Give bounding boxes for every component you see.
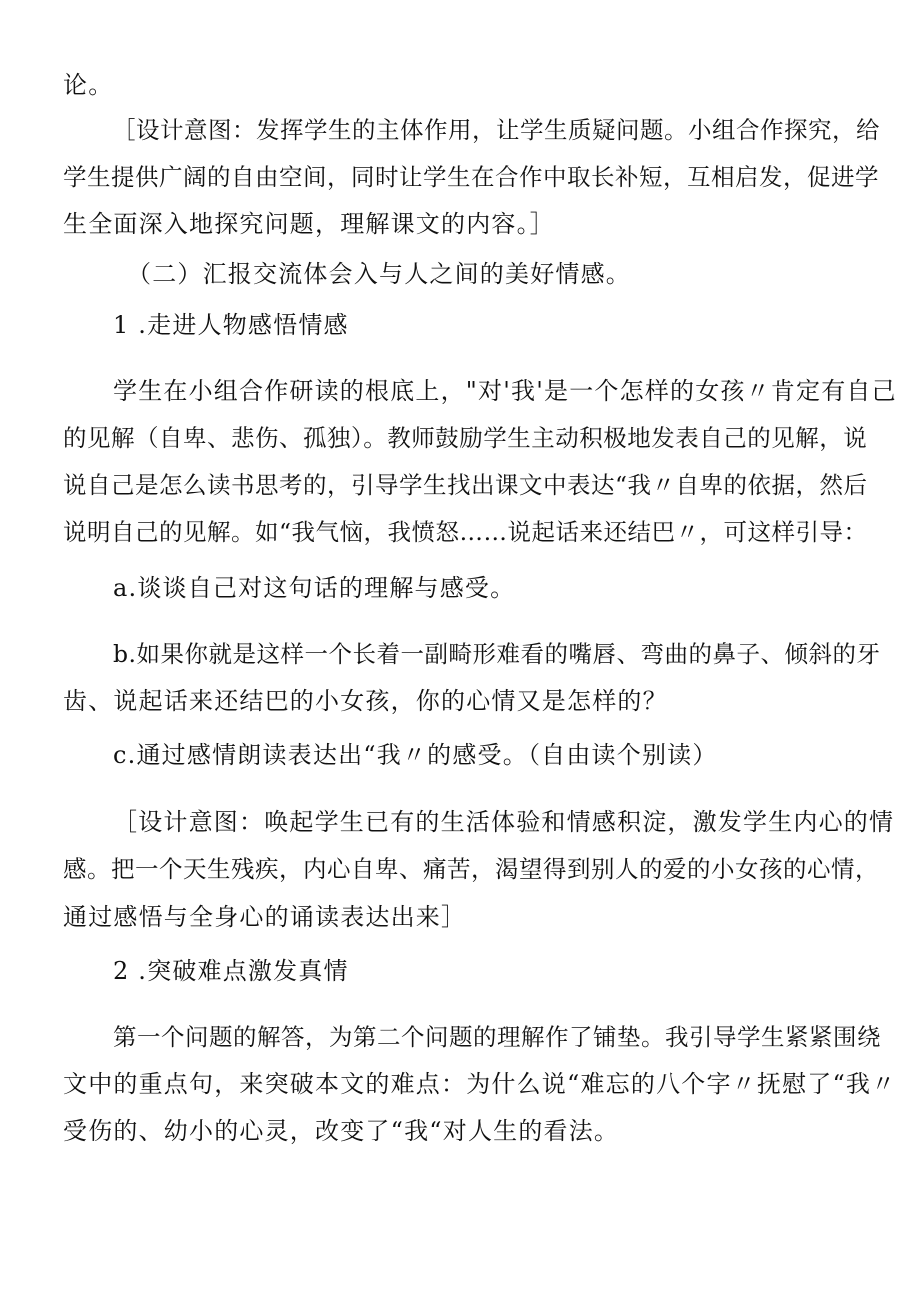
text-line: 齿、说起话来还结巴的小女孩，你的心情又是怎样的？: [63, 687, 668, 715]
text-line: 说自己是怎么读书思考的，引导学生找出课文中表达“我〃自卑的依据，然后: [63, 471, 868, 499]
text-line: ［设计意图：发挥学生的主体作用，让学生质疑问题。小组合作探究，给: [112, 116, 880, 144]
text-line: c.通过感情朗读表达出“我〃的感受。（自由读个别读）: [113, 741, 718, 769]
text-line: ［设计意图：唤起学生已有的生活体验和情感积淀，激发学生内心的情: [113, 808, 895, 836]
subsection-heading: 1 .走进人物感悟情感: [113, 311, 349, 339]
text-line: 的见解（自卑、悲伤、孤独）。教师鼓励学生主动积极地发表自己的见解，说: [63, 424, 868, 452]
text-line: 学生在小组合作研读的根底上，"对'我'是一个怎样的女孩〃肯定有自己: [113, 377, 897, 405]
text-line: 学生提供广阔的自由空间，同时让学生在合作中取长补短，互相启发，促进学: [63, 163, 879, 191]
text-line: 论。: [63, 71, 114, 99]
text-line: 生全面深入地探究问题，理解课文的内容。］: [63, 210, 555, 238]
text-line: 通过感悟与全身心的诵读表达出来］: [63, 903, 467, 931]
section-heading: （二）汇报交流体会入与人之间的美好情感。: [127, 260, 631, 288]
text-line: a.谈谈自己对这句话的理解与感受。: [113, 574, 516, 602]
text-line: 文中的重点句，来突破本文的难点：为什么说“难忘的八个字〃抚慰了“我〃: [63, 1070, 897, 1098]
text-line: 受伤的、幼小的心灵，改变了“我“对人生的看法。: [63, 1117, 620, 1145]
text-line: b.如果你就是这样一个长着一副畸形难看的嘴唇、弯曲的鼻子、倾斜的牙: [113, 640, 881, 668]
subsection-heading: 2 .突破难点激发真情: [113, 957, 349, 985]
text-line: 说明自己的见解。如“我气恼，我愤怒……说起话来还结巴〃，可这样引导：: [63, 518, 868, 546]
text-line: 感。把一个天生残疾，内心自卑、痛苦，渴望得到别人的爱的小女孩的心情，: [63, 855, 879, 883]
text-line: 第一个问题的解答，为第二个问题的理解作了铺垫。我引导学生紧紧围绕: [113, 1023, 881, 1051]
